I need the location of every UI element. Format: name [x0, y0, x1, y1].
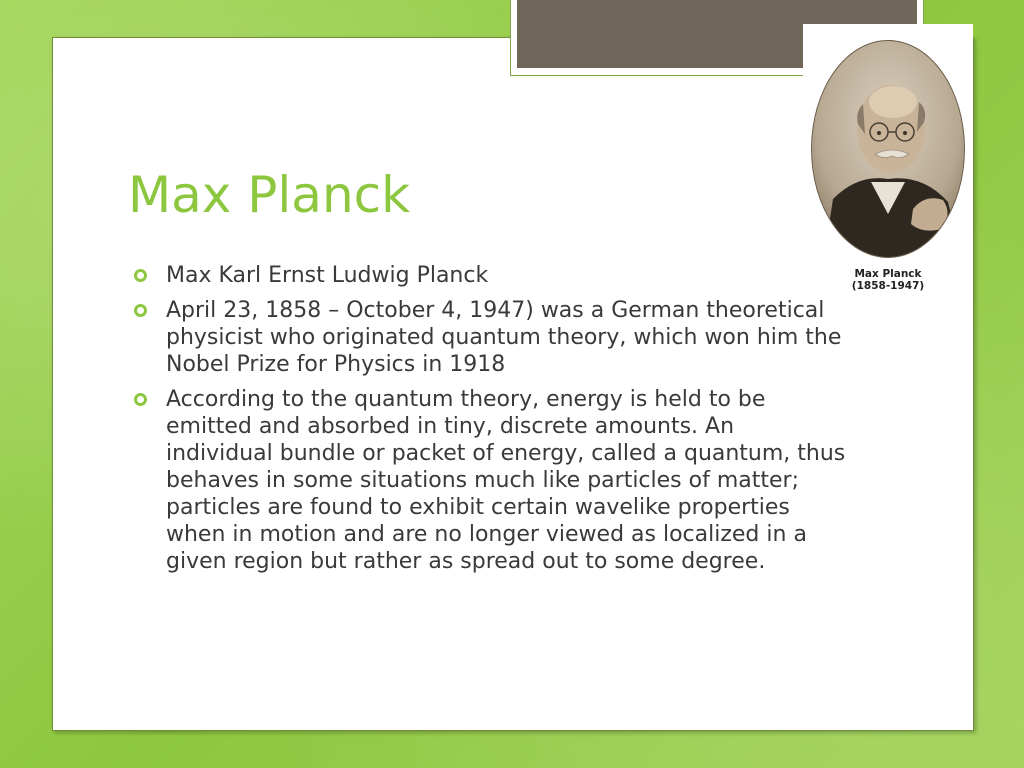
bullet-item: [134, 297, 846, 378]
ring-bullet-icon: [134, 269, 147, 282]
bullet-text: According to the quantum theory, energy is held to be emitted and absorbed in tiny, discrete amounts. An individual bundle or packet of energy, called a quantum, thus behaves in some situations much like particles of matter; particles are found to exhibit certain wavelike properties when in motion and are no longer viewed as localized in a given region but rather as spread out to some degree.: [166, 387, 846, 574]
bullet-item: [134, 386, 846, 575]
ring-bullet-icon: [134, 393, 147, 406]
ring-bullet-icon: [134, 304, 147, 317]
bullet-list: [134, 262, 846, 583]
bullet-text: April 23, 1858 – October 4, 1947) was a German theoretical physicist who originated quantum theory, which won him the Nobel Prize for Physics in 1918: [166, 298, 842, 377]
bullet-text: Max Karl Ernst Ludwig Planck: [166, 263, 489, 288]
bullet-item: [134, 262, 846, 289]
slide-title: Max Planck: [128, 166, 411, 224]
portrait-caption-name: Max Planck: [854, 268, 922, 280]
portrait-caption-years: (1858-1947): [851, 280, 925, 292]
portrait-photo: [803, 24, 973, 294]
portrait-image: [803, 24, 973, 264]
